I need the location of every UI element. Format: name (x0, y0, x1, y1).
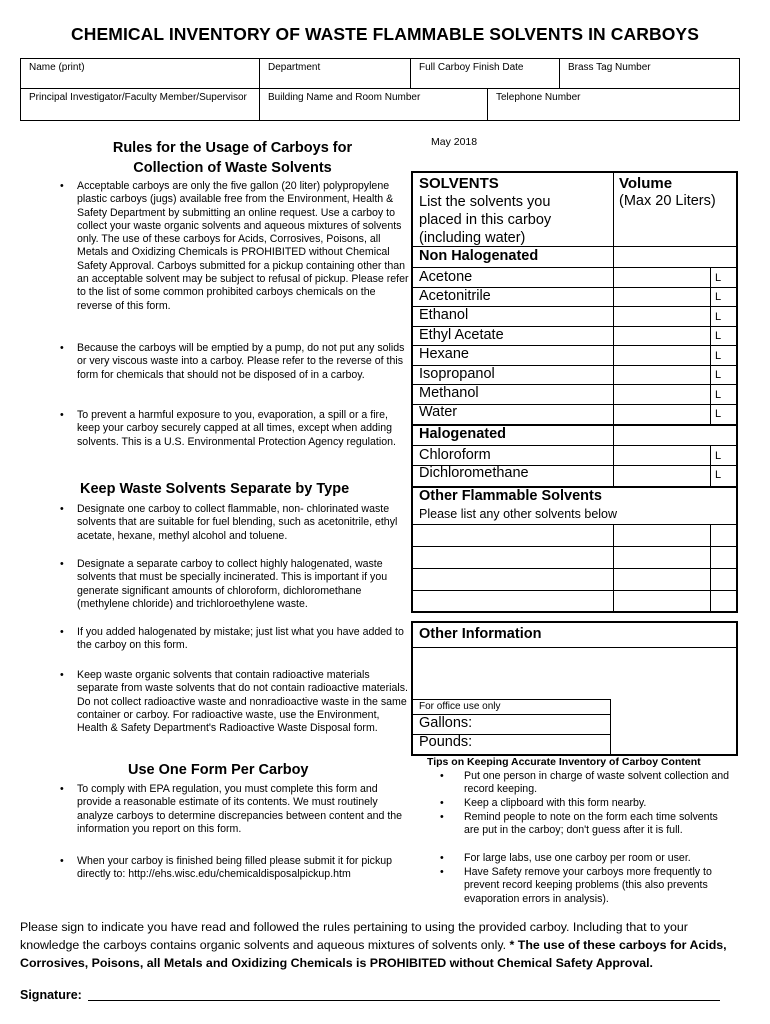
building-label: Building Name and Room Number (268, 92, 421, 103)
sign-statement: Please sign to indicate you have read and followed the rules pertaining to using the provided carboy. Including that to your knowledge the carboys contains organic solvents and aqueous mixtures of solvents only. * The use of these carboys for Acids, Corrosives, Poisons, all Metals and Oxidizing Chemicals is PROHIBITED without Chemical Safety Approval. (20, 920, 727, 970)
bullet-icon: • (440, 866, 444, 878)
solvent-acetonitrile: Acetonitrile (419, 288, 491, 304)
solvent-dichloromethane: Dichloromethane (419, 465, 529, 481)
rules-heading: Rules for the Usage of Carboys for Collection of Waste Solvents (112, 140, 353, 176)
signature-label: Signature: (20, 988, 82, 1002)
volume-unit[interactable]: L (715, 350, 722, 362)
telephone-label: Telephone Number (496, 92, 581, 103)
volume-unit[interactable]: L (715, 450, 722, 462)
solvent-ethyl-acetate: Ethyl Acetate (419, 327, 504, 343)
bullet-icon: • (60, 558, 64, 570)
bullet-icon: • (60, 626, 64, 638)
pounds-label[interactable]: Pounds: (419, 734, 473, 750)
bullet-icon: • (60, 409, 64, 421)
solvent-water: Water (419, 404, 458, 420)
bullet-icon: • (440, 852, 444, 864)
bullet-icon: • (60, 855, 64, 867)
building-field[interactable] (259, 89, 487, 121)
volume-unit[interactable]: L (715, 311, 722, 323)
finish-date-field[interactable] (410, 59, 559, 88)
telephone-field[interactable] (487, 89, 741, 121)
bullet-icon: • (60, 669, 64, 681)
pi-label: Principal Investigator/Faculty Member/Supervisor (29, 92, 247, 103)
volume-unit[interactable]: L (715, 389, 722, 401)
tips-heading: Tips on Keeping Accurate Inventory of Carboy Content (427, 756, 701, 768)
gallons-label[interactable]: Gallons: (419, 715, 473, 731)
name-label: Name (print) (29, 62, 85, 73)
name-field[interactable] (21, 59, 259, 88)
solvents-instructions: List the solvents you placed in this carboy (including water) (419, 194, 552, 246)
solvent-ethanol: Ethanol (419, 307, 469, 323)
other-solvents-heading: Other Flammable Solvents (419, 488, 602, 504)
volume-max: (Max 20 Liters) (619, 193, 716, 209)
one-form-heading: Use One Form Per Carboy (128, 762, 309, 778)
solvent-chloroform: Chloroform (419, 447, 491, 463)
bullet-icon: • (440, 770, 444, 782)
office-use-box (412, 699, 611, 754)
department-label: Department (268, 62, 321, 73)
signature-line[interactable] (88, 1000, 720, 1001)
volume-heading: Volume (619, 175, 673, 192)
volume-unit[interactable]: L (715, 291, 722, 303)
other-solvent-row[interactable] (413, 547, 613, 568)
volume-unit[interactable]: L (715, 469, 722, 481)
solvent-hexane: Hexane (419, 346, 469, 362)
pi-field[interactable] (21, 89, 259, 121)
brass-tag-field[interactable] (559, 59, 741, 88)
volume-unit[interactable]: L (715, 272, 722, 284)
bullet-icon: • (60, 180, 64, 192)
bullet-icon: • (60, 783, 64, 795)
office-use-label: For office use only (419, 701, 501, 712)
form-title: CHEMICAL INVENTORY OF WASTE FLAMMABLE SOLVENTS IN CARBOYS (71, 24, 699, 44)
other-solvent-row[interactable] (413, 525, 613, 546)
volume-unit[interactable]: L (715, 330, 722, 342)
header-table (20, 58, 740, 121)
prohibition-note: * The use of these carboys for Acids, Corrosives, Poisons, all Metals and Oxidizing Chemicals is PROHIBITED without Chemical Safety Approval. (20, 938, 727, 970)
volume-unit[interactable]: L (715, 369, 722, 381)
halogenated-heading: Halogenated (419, 426, 507, 442)
other-information-heading: Other Information (419, 626, 542, 642)
volume-unit[interactable]: L (715, 408, 722, 420)
department-field[interactable] (259, 59, 410, 88)
solvent-methanol: Methanol (419, 385, 479, 401)
form-date: May 2018 (431, 136, 478, 148)
non-halogenated-heading: Non Halogenated (419, 248, 539, 264)
solvent-isopropanol: Isopropanol (419, 366, 495, 382)
solvents-heading: SOLVENTS (419, 175, 499, 192)
bullet-icon: • (440, 811, 444, 823)
separate-heading: Keep Waste Solvents Separate by Type (80, 481, 350, 497)
bullet-icon: • (60, 342, 64, 354)
bullet-icon: • (440, 797, 444, 809)
finish-date-label: Full Carboy Finish Date (419, 62, 524, 73)
brass-tag-label: Brass Tag Number (568, 62, 651, 73)
other-solvent-row[interactable] (413, 569, 613, 590)
solvent-acetone: Acetone (419, 269, 473, 285)
solvents-table (411, 171, 738, 613)
bullet-icon: • (60, 503, 64, 515)
other-solvents-prompt: Please list any other solvents below (419, 507, 618, 521)
other-solvent-row[interactable] (413, 591, 613, 611)
